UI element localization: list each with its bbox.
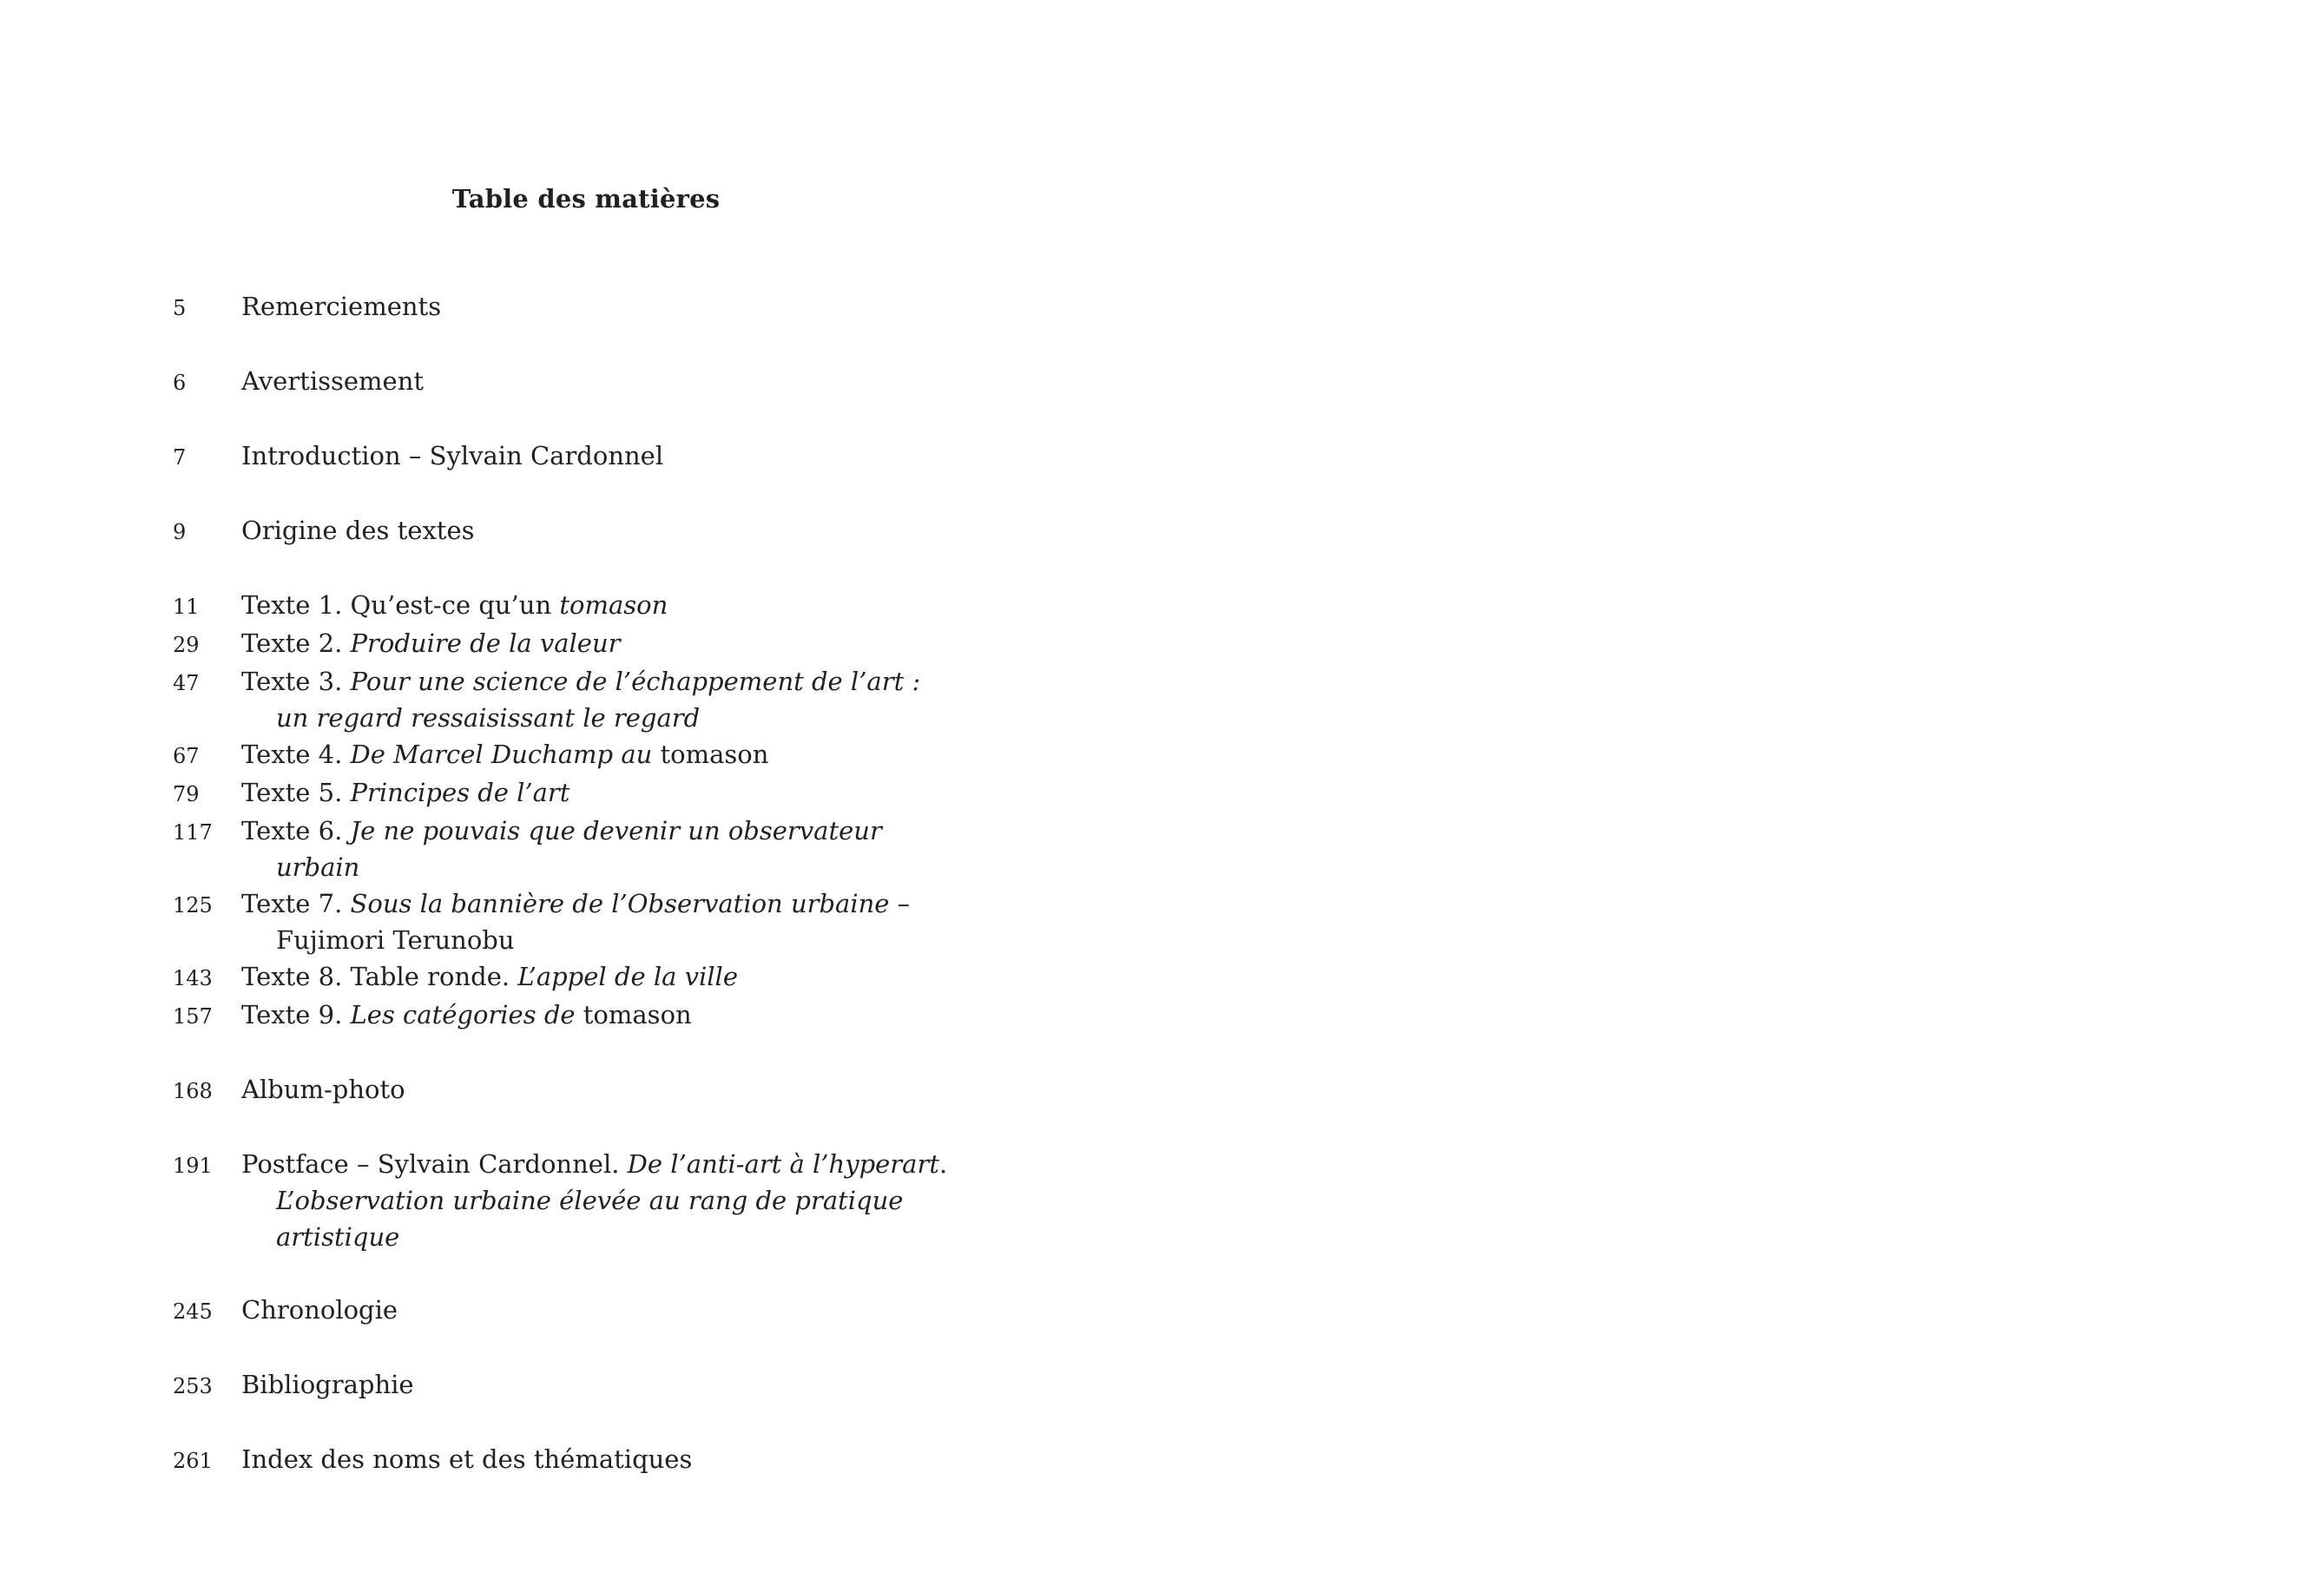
toc-page-number: 79	[173, 782, 200, 806]
toc-title-part: .	[938, 1149, 948, 1179]
toc-entry	[173, 363, 954, 401]
toc-page-number: 168	[173, 1079, 213, 1103]
toc-title-part: Texte 9.	[241, 1000, 351, 1029]
toc-title-italic-part: Les catégories de	[350, 1000, 576, 1029]
toc-page-number: 7	[173, 445, 187, 470]
toc-title-part: Origine des textes	[241, 516, 475, 545]
toc-title-italic-part: Sous la bannière de l’Observation urbaine	[350, 889, 890, 918]
toc-page-number: 191	[173, 1154, 213, 1178]
toc-entry-title	[241, 812, 954, 885]
toc-title-part: Chronologie	[241, 1295, 398, 1325]
toc-page-number: 5	[173, 296, 187, 320]
toc-title-part: Texte 5.	[241, 778, 351, 807]
toc-page-number: 47	[173, 671, 200, 695]
toc-entry	[173, 512, 954, 550]
toc-entry	[173, 736, 954, 774]
toc-entry-title	[241, 996, 954, 1033]
toc-entry-title	[241, 587, 954, 623]
toc-entry-title	[241, 958, 954, 995]
toc-page-number: 9	[173, 520, 187, 544]
toc-entry-title	[241, 1441, 954, 1477]
toc-entry	[173, 288, 954, 326]
toc-entry-title	[241, 1292, 954, 1328]
toc-entry	[173, 1292, 954, 1330]
toc-title-italic-part: De l’anti-art à l’hyperart	[627, 1149, 939, 1179]
toc-page-number: 6	[173, 371, 187, 395]
toc-entry	[173, 587, 954, 625]
toc-page-number: 67	[173, 744, 200, 768]
toc-entry-title	[241, 1366, 954, 1403]
toc-title-part: Texte 7.	[241, 889, 351, 918]
toc-title-part: Bibliographie	[241, 1370, 414, 1399]
toc-title-part: Remerciements	[241, 292, 442, 321]
toc-entry	[173, 1071, 954, 1109]
toc-entry	[173, 437, 954, 476]
toc-entry	[173, 625, 954, 663]
toc-list	[173, 288, 954, 1479]
toc-entry	[173, 774, 954, 812]
toc-entry	[173, 958, 954, 996]
toc-title-italic-part: De Marcel Duchamp au	[350, 740, 653, 769]
toc-title-italic-part: Principes de l’art	[350, 778, 570, 807]
toc-title-part: Texte 3.	[241, 667, 351, 696]
toc-entry-title	[241, 1146, 954, 1255]
toc-entry	[173, 663, 954, 736]
toc-title-part: Texte 1. Qu’est-ce qu’un	[241, 590, 560, 620]
toc-title-part: tomason	[575, 1000, 692, 1029]
toc-title-part: Texte 4.	[241, 740, 351, 769]
toc-entry-title	[241, 663, 954, 736]
toc-title-part: tomason	[652, 740, 769, 769]
toc-title-part: Introduction – Sylvain Cardonnel	[241, 441, 664, 470]
toc-entry	[173, 885, 954, 958]
toc-title-part: – Fujimori Terunobu	[276, 889, 911, 955]
toc-entry-title	[241, 437, 954, 474]
toc-title-italic-part: L’observation urbaine élevée au rang de pratique artistique	[276, 1186, 904, 1252]
toc-title-italic-part: Produire de la valeur	[350, 628, 621, 658]
toc-page-number: 245	[173, 1299, 213, 1324]
toc-entry-title	[241, 288, 954, 325]
toc-entry	[173, 1146, 954, 1255]
toc-title-italic-part: tomason	[559, 590, 668, 620]
toc-entry-title	[241, 885, 954, 958]
toc-page-number: 253	[173, 1374, 213, 1398]
toc-page-number: 143	[173, 966, 213, 990]
toc-entry-title	[241, 363, 954, 399]
toc-entry-title	[241, 625, 954, 661]
toc-page-number: 29	[173, 633, 200, 657]
toc-entry	[173, 996, 954, 1035]
toc-entry	[173, 1366, 954, 1404]
toc-title-part: Album-photo	[241, 1075, 405, 1104]
toc-entry-title	[241, 736, 954, 773]
toc-entry	[173, 812, 954, 885]
toc-page-number: 157	[173, 1004, 213, 1029]
toc-title-part: Texte 6.	[241, 816, 351, 845]
toc-page-number: 117	[173, 820, 213, 845]
toc-title-part: Avertissement	[241, 366, 425, 396]
toc-title: Table des matières	[451, 184, 721, 214]
toc-entry-title	[241, 1071, 954, 1108]
toc-page-number: 261	[173, 1449, 213, 1473]
toc-entry-title	[241, 774, 954, 811]
toc-title-part: Texte 8. Table ronde.	[241, 962, 518, 991]
toc-entry-title	[241, 512, 954, 549]
toc-title-italic-part: L’appel de la ville	[517, 962, 738, 991]
toc-page-number: 11	[173, 595, 200, 619]
toc-title-italic-part: Pour une science de l’échappement de l’art : un regard ressaisissant le regard	[276, 667, 921, 733]
toc-title-part: Index des noms et des thématiques	[241, 1444, 693, 1474]
toc-title-part: Postface – Sylvain Cardonnel.	[241, 1149, 628, 1179]
toc-title-part: Texte 2.	[241, 628, 351, 658]
toc-entry	[173, 1441, 954, 1479]
toc-page-number: 125	[173, 893, 213, 918]
toc-title-italic-part: Je ne pouvais que devenir un observateur urbain	[276, 816, 882, 882]
